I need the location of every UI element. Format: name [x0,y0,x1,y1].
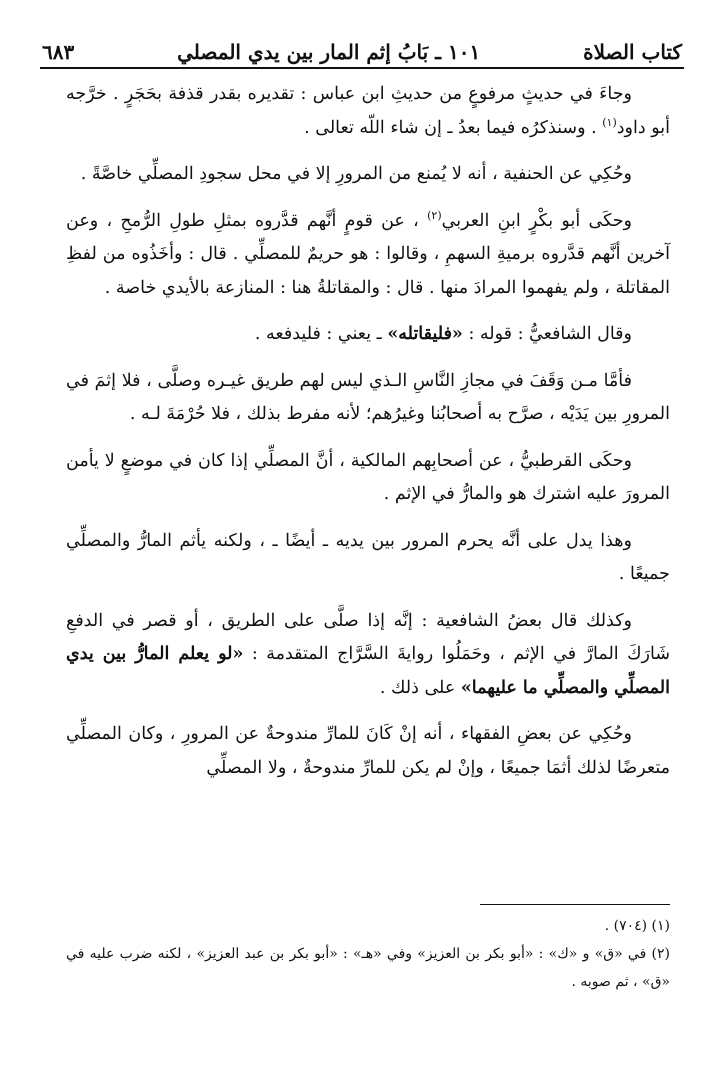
quoted-hadith: «فليقاتله» [387,324,463,344]
paragraph-text: وحُكِي عن الحنفية ، أنه لا يُمنع من المرورِ إلا في محل سجودِ المصلِّي خاصَّةً . [80,164,632,184]
page-header [42,34,682,64]
quoted-hadith: «لو يعلم المارُّ بين يدي المصلِّي والمصلِّي ما عليهما» [66,644,670,698]
paragraph-text: فأمَّا مـن وَقَفَ في مجازِ النَّاسِ الـذي ليس لهم طريق غيـره وصلَّى ، فلا إثمَ في المرورِ بين يَدَيْه ، صرَّح به أصحابُنا وغيرُهم؛ لأنه مفرط بذلك ، فلا حُرْمَةَ لـه . [66,370,670,424]
paragraph-text: وجاءَ في حديثٍ مرفوعٍ من حديثِ ابن عباس : تقديره بقدر قذفة بحَجَرٍ . خرَّجه أبو داود [66,84,670,138]
main-text [66,78,670,798]
paragraph-text: . وسنذكرُه فيما بعدُ ـ إن شاء اللّه تعالى . [304,117,603,138]
footnotes [66,912,670,996]
paragraph-text: وقال الشافعيُّ : قوله : [462,324,632,344]
paragraph-text: على ذلك . [379,677,461,698]
paragraph-text: ـ يعني : فليدفعه . [254,324,388,344]
paragraph [66,445,670,512]
paragraph [66,525,670,592]
paragraph [66,605,670,706]
paragraph-text: وحكَى أبو بكْرٍ ابنِ العربي [441,210,633,231]
paragraph [66,158,670,192]
paragraph-text: وهذا يدل على أنَّه يحرم المرور بين يديه ـ أيضًا ـ ، ولكنه يأثم المارُّ والمصلِّي جميعًا . [66,530,670,584]
footnote-divider [480,904,670,905]
paragraph-text: ، عن قومٍ أنَّهم قدَّروه بمثلِ طولِ الرُّمحِ ، وعن آخرين أنَّهم قدَّروه برميةِ السهمِ ، وقالوا : هو حريمٌ للمصلِّي . قال : وأخَذُوه من لفظِ المقاتلة ، ولم يفهموا المرادَ منها . قال : والمقاتلةُ هنا : المنازعة بالأيدي خاصة . [66,210,670,298]
paragraph [66,365,670,432]
chapter-title: ١٠١ ـ بَابُ إثم المار بين يدي المصلي [177,40,481,64]
footnote: (٢) في «ق» و «ك» : «أبو بكر بن العزيز» وفي «هـ» : «أبو بكر بن عبد العزيز» ، لكنه ضرب عليه في «ق» ، ثم صوبه . [66,946,670,990]
footnote: (١) (٧٠٤) . [604,918,670,934]
book-title: كتاب الصلاة [583,40,682,64]
page-number: ٦٨٣ [42,40,75,64]
paragraph-text: وحُكِي عن بعضِ الفقهاء ، أنه إنْ كَانَ للمارِّ مندوحةٌ عن المرورِ ، وكان المصلِّي متعرضًا لذلك أثمَا جميعًا ، وإنْ لم يكن للمارِّ مندوحةٌ ، ولا المصلِّي [66,724,670,778]
paragraph [66,718,670,785]
paragraph [66,205,670,306]
header-divider [40,67,684,69]
paragraph [66,78,670,145]
paragraph [66,318,670,352]
paragraph-text: وكذلك قال بعضُ الشافعية : إنَّه إذا صلَّى على الطريق ، أو قصر في الدفعِ شَارَكَ المارَّ في الإثم ، وحَمَلُوا روايةَ السَّرَّاج المتقدمة : [66,610,670,664]
paragraph-text: وحكَى القرطبيُّ ، عن أصحابِهم المالكية ، أنَّ المصلِّي إذا كان في موضعٍ لا يأمن المرورَ عليه اشترك هو والمارُّ في الإثم . [66,450,670,504]
footnote-ref: (١) [602,115,617,129]
footnote-ref: (٢) [427,208,442,222]
